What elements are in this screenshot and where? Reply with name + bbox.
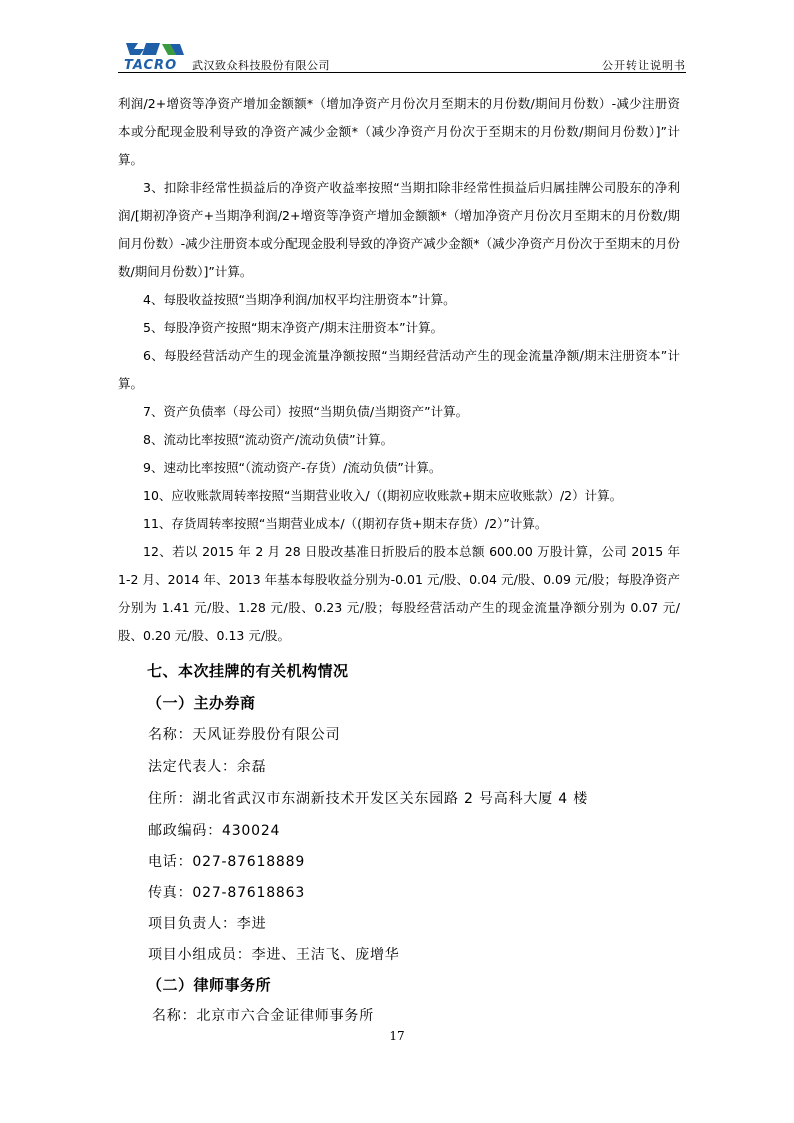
paragraph-item-12: 12、若以 2015 年 2 月 28 日股改基准日折股后的股本总额 600.00 万股计算，公司 2015 年 1-2 月、2014 年、2013 年基本每股收益分别为-0.01 元/股、0.04 元/股、0.09 元/股；每股净资产分别为 1.41 元/股、1.28 元/股、0.23 元/股；每股经营活动产生的现金流量净额分别为 0.07 元/股、0.20 元/股、0.13 元/股。 (118, 544, 680, 643)
body-text (118, 90, 680, 650)
section-heading: 七、本次挂牌的有关机构情况 (147, 662, 349, 680)
broker-representative: 法定代表人：余磊 (148, 759, 267, 775)
paragraph-item-5: 5、每股净资产按照“期末净资产/期末注册资本”计算。 (143, 320, 444, 335)
page-number: 17 (389, 1029, 405, 1043)
header-divider (118, 72, 686, 73)
paragraph-item-11: 11、存货周转率按照“当期营业成本/（(期初存货+期末存货）/2）”计算。 (143, 516, 548, 531)
paragraph-continued: 利润/2+增资等净资产增加金额额*（增加净资产月份次月至期末的月份数/期间月份数）-减少注册资本或分配现金股利导致的净资产减少金额*（减少净资产月份次于至期末的月份数/期间月份数）]”计算。 (118, 96, 680, 167)
broker-fax: 传真：027-87618863 (148, 885, 306, 901)
broker-project-lead: 项目负责人：李进 (148, 916, 267, 932)
broker-project-team: 项目小组成员：李进、王洁飞、庞增华 (148, 947, 400, 963)
paragraph-item-10: 10、应收账款周转率按照“当期营业收入/（(期初应收账款+期末应收账款）/2）计算。 (143, 488, 623, 503)
paragraph-item-4: 4、每股收益按照“当期净利润/加权平均注册资本”计算。 (143, 292, 456, 307)
company-logo (120, 40, 186, 72)
broker-address: 住所：湖北省武汉市东湖新技术开发区关东园路 2 号高科大厦 4 楼 (148, 791, 589, 807)
subsection-heading-law-firm: （二）律师事务所 (147, 976, 272, 994)
law-firm-name: 名称：北京市六合金证律师事务所 (152, 1008, 374, 1024)
broker-postcode: 邮政编码：430024 (148, 823, 281, 839)
company-name: 武汉致众科技股份有限公司 (192, 59, 330, 72)
paragraph-item-8: 8、流动比率按照“流动资产/流动负债”计算。 (143, 432, 394, 447)
paragraph-item-9: 9、速动比率按照“（流动资产-存货）/流动负债”计算。 (143, 460, 442, 475)
paragraph-item-6: 6、每股经营活动产生的现金流量净额按照“当期经营活动产生的现金流量净额/期末注册资本”计算。 (118, 348, 680, 391)
paragraph-item-3: 3、扣除非经常性损益后的净资产收益率按照“当期扣除非经常性损益后归属挂牌公司股东的净利润/[期初净资产+当期净利润/2+增资等净资产增加金额额*（增加净资产月份次月至期末的月份数/期间月份数）-减少注册资本或分配现金股利导致的净资产减少金额*（减少净资产月份次于至期末的月份数/期间月份数）]”计算。 (118, 180, 680, 279)
logo-text: TACRO (124, 58, 178, 72)
broker-name: 名称：天风证券股份有限公司 (148, 727, 341, 743)
document-title: 公开转让说明书 (602, 59, 686, 72)
paragraph-item-7: 7、资产负债率（母公司）按照“当期负债/当期资产”计算。 (143, 404, 469, 419)
page-header (118, 40, 686, 74)
broker-phone: 电话：027-87618889 (148, 854, 306, 870)
subsection-heading-broker: （一）主办券商 (147, 694, 256, 712)
